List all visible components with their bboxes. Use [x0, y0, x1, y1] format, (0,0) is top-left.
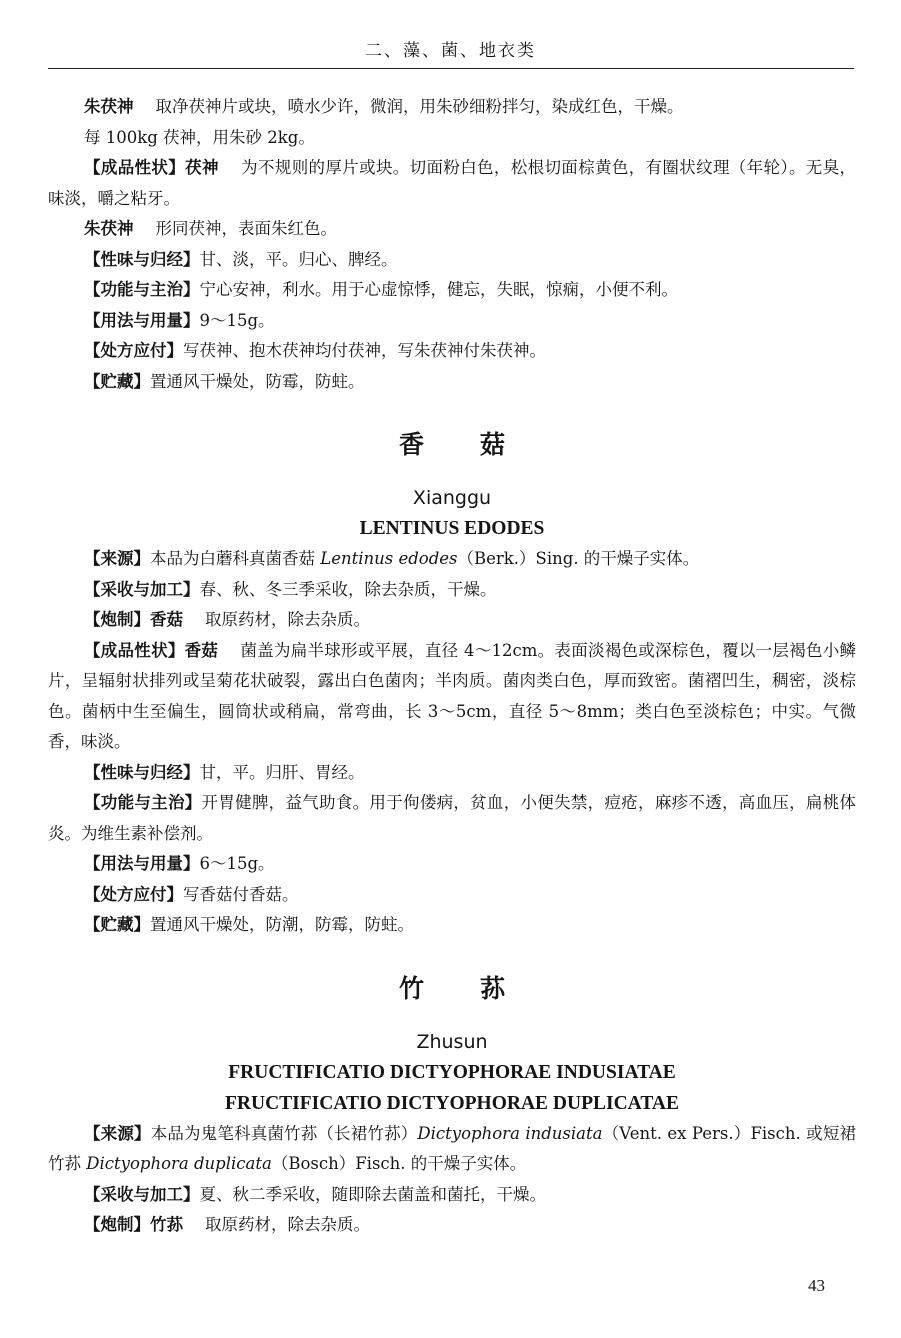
text: 9～15g。 — [199, 310, 275, 330]
text: 夏、秋二季采收，随即除去菌盖和菌托，干燥。 — [199, 1184, 546, 1204]
yongfa-paragraph — [48, 306, 856, 337]
page-number: 43 — [808, 1276, 825, 1295]
species-name: Dictyophora indusiata — [417, 1123, 603, 1143]
section-label: 【来源】 — [84, 1123, 151, 1143]
text: 写茯神、抱木茯神均付茯神，写朱茯神付朱茯神。 — [183, 341, 546, 360]
section-label: 【炮制】 — [84, 610, 150, 629]
text: 菌盖为扁半球形或平展，直径 4～12cm。表面淡褐色或深棕色，覆以一层褐色小鳞片，呈辐射状排列或呈菊花状破裂，露出白色菌肉；半肉质。菌肉类白色，厚而致密。菌褶凹生，稠密，淡棕色。菌柄中生至偏生，圆筒状或稍扁，常弯曲，长 3～5cm，直径 5～8mm；类白色至淡棕色；中实。气微香，味淡。 — [48, 640, 857, 751]
laiyuan-paragraph — [48, 1119, 856, 1180]
paozhi-paragraph — [48, 605, 856, 636]
text: （Bosch）Fisch. 的干燥子实体。 — [271, 1154, 527, 1173]
species-name: Dictyophora duplicata — [86, 1154, 272, 1173]
entry-latin-zhusun-1: FRUCTIFICATIO DICTYOPHORAE INDUSIATAE — [228, 1061, 676, 1083]
header-rule — [48, 68, 854, 69]
zhucang-paragraph — [48, 910, 856, 941]
text: 取原药材，除去杂质。 — [205, 1215, 370, 1234]
laiyuan-paragraph — [48, 544, 856, 575]
section-label: 【功能与主治】 — [84, 280, 200, 299]
section-label: 【炮制】 — [84, 1215, 150, 1234]
section-label: 【用法与用量】 — [84, 310, 200, 330]
section-label: 【成品性状】 — [84, 158, 186, 177]
term: 茯神 — [185, 158, 219, 177]
section-label: 【贮藏】 — [84, 371, 150, 391]
section-label: 【成品性状】 — [84, 640, 185, 660]
dose-paragraph: 每 100kg 茯神，用朱砂 2kg。 — [84, 127, 315, 147]
text: 开胃健脾，益气助食。用于佝偻病，贫血，小便失禁，痘疮，麻疹不透，高血压，扁桃体炎。为维生素补偿剂。 — [48, 793, 857, 843]
xingwei-paragraph — [48, 758, 856, 789]
chufang-paragraph — [48, 336, 856, 367]
section-label: 【性味与归经】 — [84, 249, 200, 269]
gongneng-paragraph — [48, 788, 856, 849]
text: 置通风干燥处，防霉，防蛀。 — [150, 371, 365, 391]
text: 形同茯神，表面朱红色。 — [155, 219, 337, 238]
entry-pinyin-xianggu: Xianggu — [412, 487, 492, 509]
caishou-paragraph — [48, 1180, 856, 1211]
entry-latin-zhusun-2: FRUCTIFICATIO DICTYOPHORAE DUPLICATAE — [225, 1092, 679, 1114]
term: 朱茯神 — [84, 219, 134, 238]
section-label: 【贮藏】 — [84, 915, 150, 934]
term: 朱茯神 — [84, 97, 134, 116]
zhu-fushen-paragraph — [48, 92, 856, 123]
chengpin-paragraph — [48, 636, 856, 758]
text: 6～15g。 — [199, 854, 275, 873]
text: （Vent. ex Pers.）Fisch. 或短裙竹荪 — [48, 1123, 857, 1173]
paozhi-paragraph — [48, 1210, 856, 1241]
text: 本品为鬼笔科真菌竹荪（长裙竹荪） — [150, 1123, 418, 1143]
caishou-paragraph — [48, 575, 856, 606]
zhu-fushen-form-paragraph — [48, 214, 856, 245]
section-label: 【采收与加工】 — [84, 579, 200, 599]
text: 甘，平。归肝、胃经。 — [199, 762, 365, 782]
text: 置通风干燥处，防潮，防霉，防蛀。 — [150, 915, 414, 934]
zhucang-paragraph — [48, 367, 856, 398]
section-label: 【功能与主治】 — [84, 793, 202, 812]
yongfa-paragraph — [48, 849, 856, 880]
text: 春、秋、冬三季采收，除去杂质，干燥。 — [199, 579, 497, 599]
entry-latin-xianggu: LENTINUS EDODES — [359, 518, 545, 539]
text: 宁心安神，利水。用于心虚惊悸，健忘，失眠，惊痫，小便不利。 — [199, 280, 678, 299]
text: 本品为白蘑科真菌香菇 — [150, 549, 321, 568]
section-label: 【处方应付】 — [84, 341, 183, 360]
text: 为不规则的厚片或块。切面粉白色，松根切面棕黄色，有圈状纹理（年轮）。无臭，味淡，嚼之粘牙。 — [48, 158, 857, 208]
entry-pinyin-zhusun: Zhusun — [416, 1030, 488, 1053]
text: 写香菇付香菇。 — [183, 884, 299, 904]
section-label: 【性味与归经】 — [84, 762, 200, 782]
text: 取净茯神片或块，喷水少许，微润，用朱砂细粉拌匀，染成红色，干燥。 — [155, 97, 684, 116]
gongneng-paragraph — [48, 275, 856, 306]
chufang-paragraph — [48, 880, 856, 911]
section-label: 【用法与用量】 — [84, 854, 200, 873]
text: （Berk.）Sing. 的干燥子实体。 — [457, 549, 700, 568]
page-body — [48, 92, 856, 1241]
section-label: 【来源】 — [84, 549, 150, 568]
entry-title-xianggu: 香菇 — [398, 430, 561, 459]
section-label: 【采收与加工】 — [84, 1184, 200, 1204]
running-header: 二、藻、菌、地衣类 — [365, 41, 536, 61]
term: 竹荪 — [150, 1215, 183, 1234]
text: 取原药材，除去杂质。 — [205, 610, 370, 629]
entry-title-zhusun: 竹荪 — [398, 973, 561, 1003]
chengpin-paragraph — [48, 153, 856, 214]
xingwei-paragraph — [48, 245, 856, 276]
term: 香菇 — [150, 610, 183, 629]
term: 香菇 — [184, 640, 219, 660]
species-name: Lentinus edodes — [320, 549, 458, 568]
text: 甘、淡，平。归心、脾经。 — [199, 249, 398, 269]
section-label: 【处方应付】 — [84, 884, 183, 904]
